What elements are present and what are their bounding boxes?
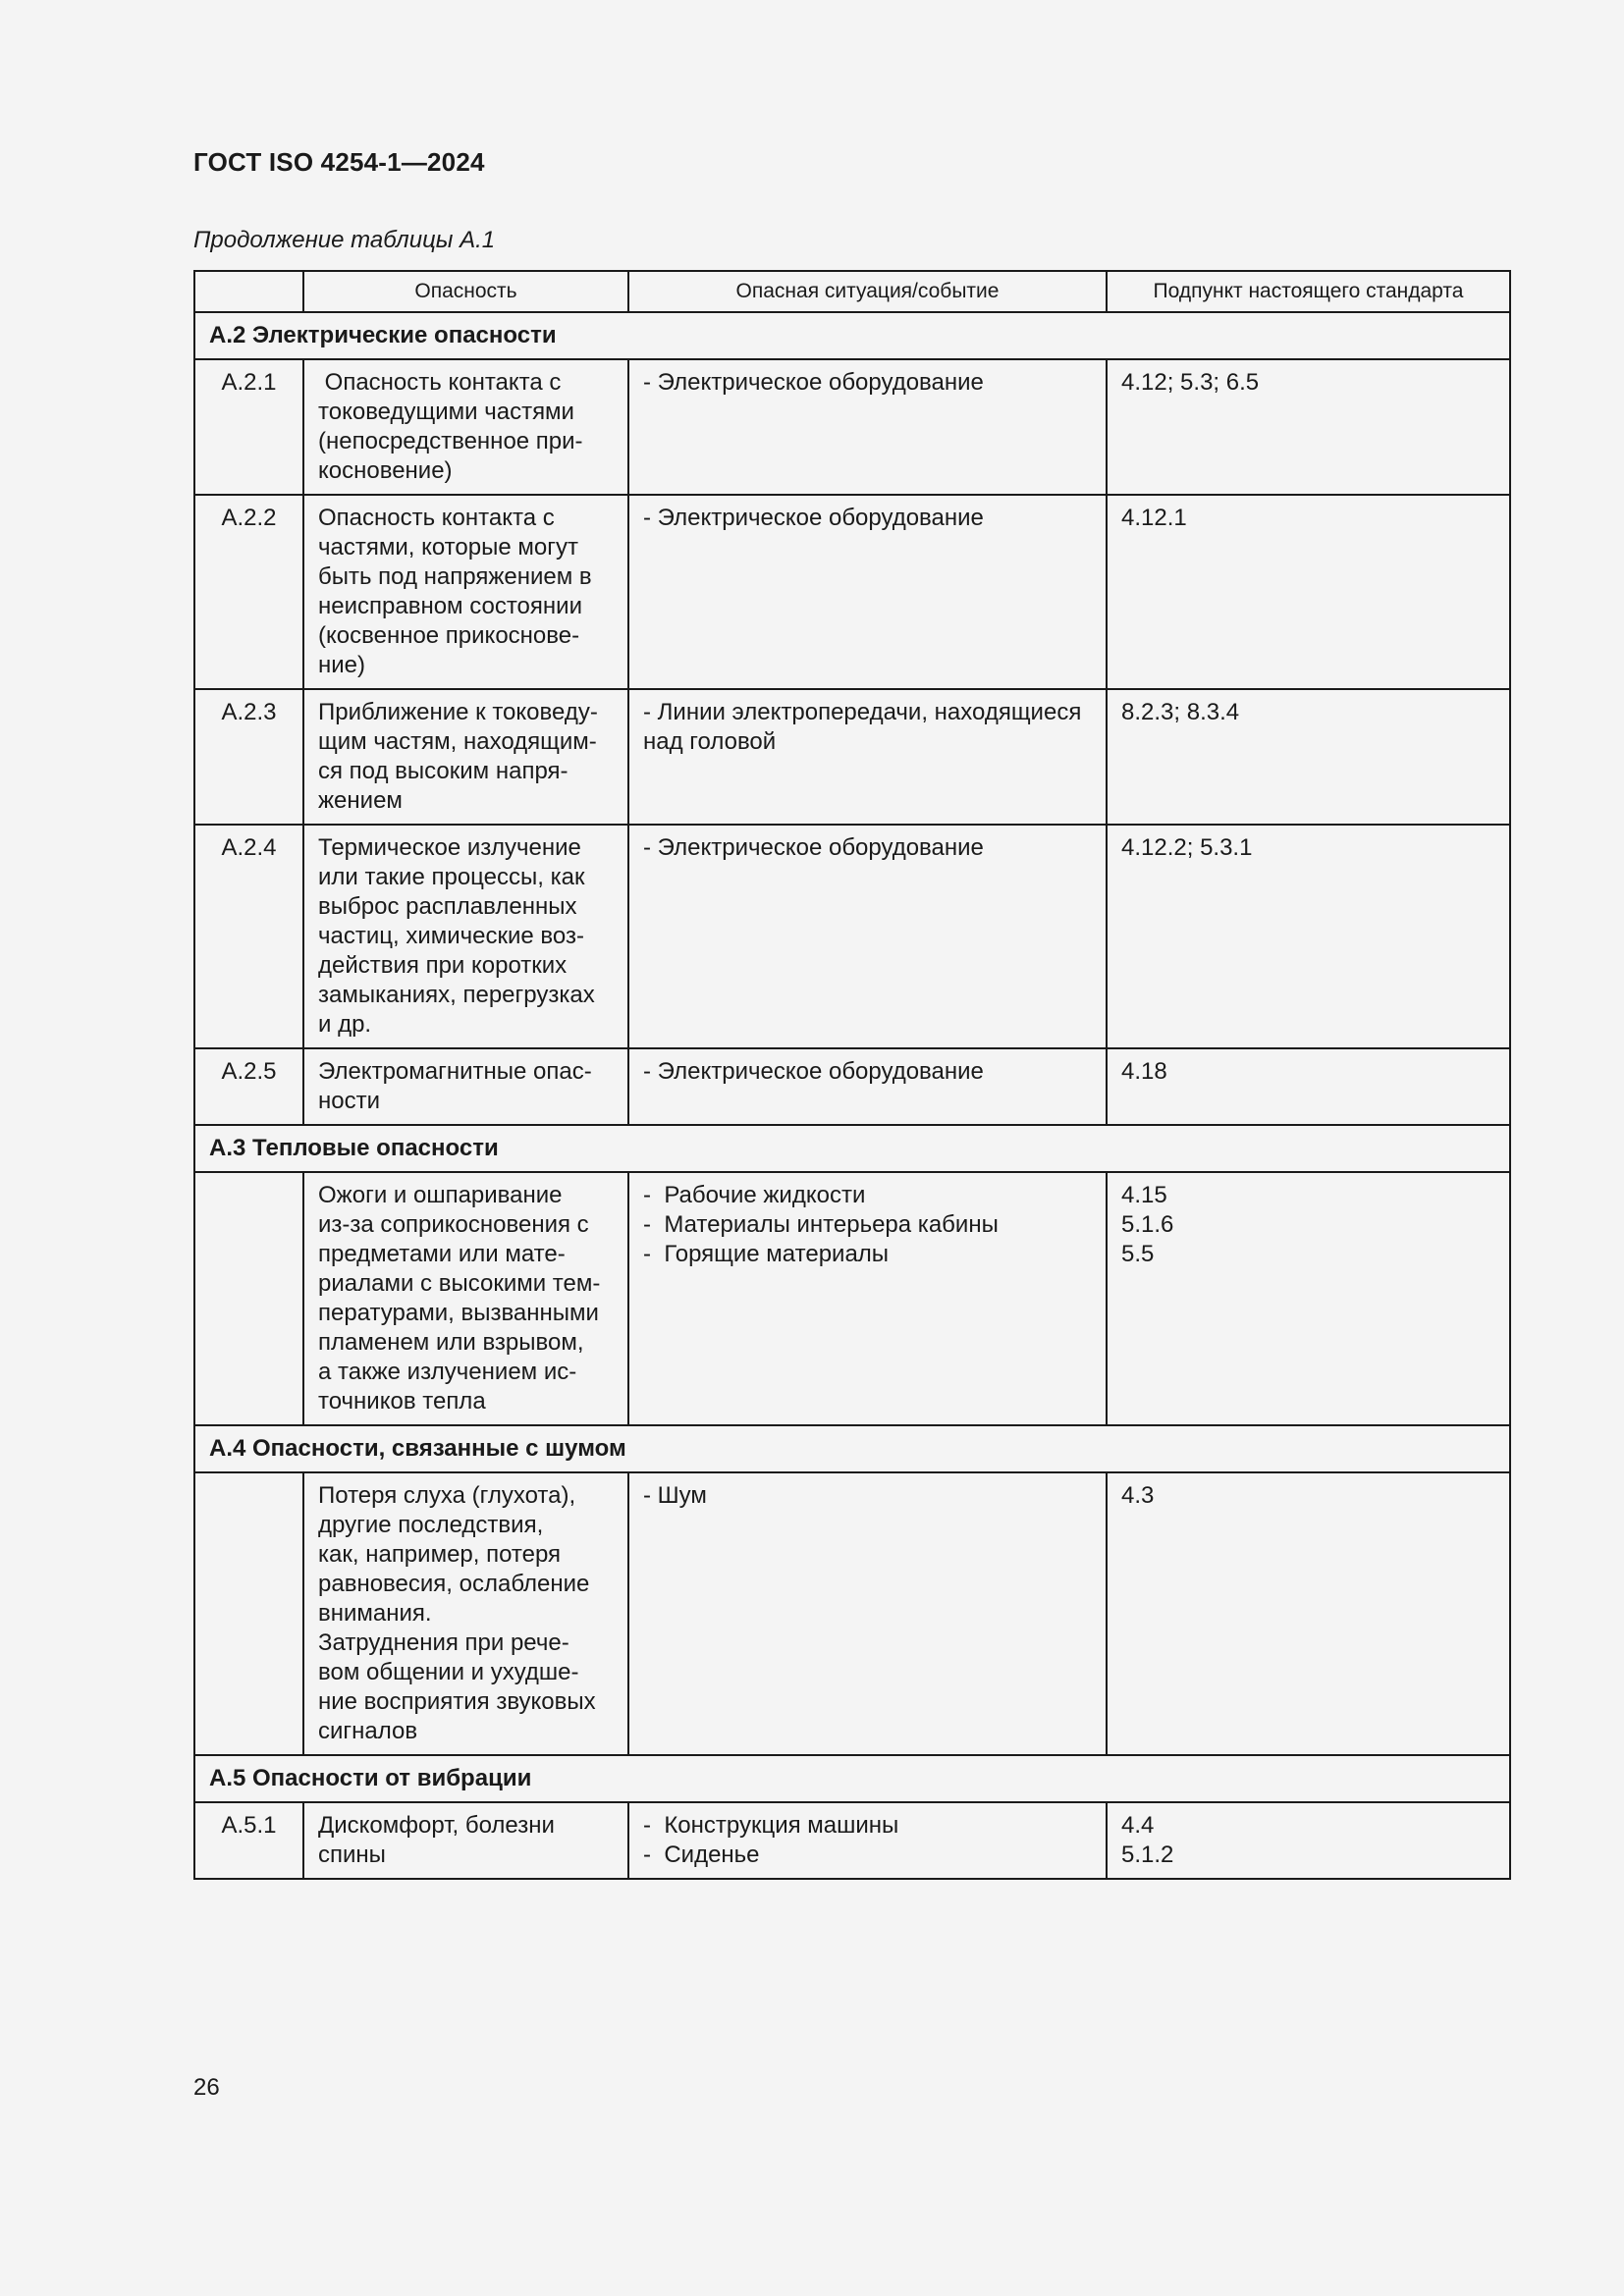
hazard-number: А.2.3 [194,689,303,825]
table-body [194,312,1510,1879]
standard-clause-line: 4.12; 5.3; 6.5 [1121,369,1260,396]
hazard-description-line: спины [318,1842,386,1868]
hazardous-situation-line: - Электрическое оборудование [643,369,984,396]
table-row [194,1472,1510,1755]
hazards-table [193,270,1511,1880]
hazard-description [303,1048,628,1125]
hazard-number: А.2.1 [194,359,303,495]
hazard-description-line: токоведущими частями [318,399,574,425]
standard-clause-line: 4.4 [1121,1812,1155,1839]
hazard-description-line: Электромагнитные опас- [318,1058,592,1085]
hazard-description-line: быть под напряжением в [318,563,592,590]
hazard-description-line: ности [318,1088,380,1114]
hazardous-situation [628,1472,1107,1755]
hazard-description-line: риалами с высокими тем- [318,1270,601,1297]
hazardous-situation-line: - Рабочие жидкости [643,1182,866,1208]
standard-clause-line: 5.5 [1121,1241,1155,1267]
table-row [194,1048,1510,1125]
column-header-situation: Опасная ситуация/событие [628,271,1107,312]
hazard-description-line: Потеря слуха (глухота), [318,1482,576,1509]
hazard-description-line: или такие процессы, как [318,864,585,890]
hazard-description-line: Опасность контакта с [318,369,562,396]
page-number: 26 [193,2074,220,2101]
hazard-description-line: (косвенное прикоснове- [318,622,580,649]
table-row [194,1172,1510,1425]
hazard-description-line: ся под высоким напря- [318,758,568,784]
hazardous-situation-line: - Материалы интерьера кабины [643,1211,999,1238]
standard-clause-line: 5.1.2 [1121,1842,1174,1868]
hazard-description-line: жением [318,787,403,814]
hazard-description-line: пературами, вызванными [318,1300,599,1326]
hazardous-situation-line: - Шум [643,1482,707,1509]
table-row [194,359,1510,495]
hazard-description-line: (непосредственное при- [318,428,583,454]
hazard-description-line: внимания. [318,1600,432,1627]
hazard-number: А.2.4 [194,825,303,1048]
hazard-description-line: сигналов [318,1718,418,1744]
hazard-description-line: Дискомфорт, болезни [318,1812,555,1839]
hazard-description-line: замыканиях, перегрузках [318,982,595,1008]
table-row [194,689,1510,825]
column-header-hazard: Опасность [303,271,628,312]
hazard-description [303,1802,628,1879]
hazard-description [303,359,628,495]
hazard-number: А.2.5 [194,1048,303,1125]
hazardous-situation [628,825,1107,1048]
table-row [194,495,1510,689]
hazardous-situation-line: - Конструкция машины [643,1812,899,1839]
section-title: А.2 Электрические опасности [194,312,1510,359]
standard-clause-line: 8.2.3; 8.3.4 [1121,699,1240,725]
standard-clause [1107,1172,1510,1425]
table-row [194,1802,1510,1879]
hazard-description-line: равновесия, ослабление [318,1571,590,1597]
hazard-number [194,1172,303,1425]
section-title: А.4 Опасности, связанные с шумом [194,1425,1510,1472]
hazard-description [303,825,628,1048]
hazard-description-line: другие последствия, [318,1512,544,1538]
section-title: А.3 Тепловые опасности [194,1125,1510,1172]
standard-clause [1107,1472,1510,1755]
standard-clause [1107,495,1510,689]
hazardous-situation-line: над головой [643,728,777,755]
hazard-description-line: как, например, потеря [318,1541,562,1568]
standard-clause-line: 4.3 [1121,1482,1155,1509]
hazard-description-line: действия при коротких [318,952,568,979]
hazardous-situation-line: - Электрическое оборудование [643,505,984,531]
table-header-row [194,271,1510,312]
standard-clause [1107,1802,1510,1879]
table-caption: Продолжение таблицы А.1 [193,227,496,253]
hazard-description-line: предметами или мате- [318,1241,566,1267]
hazard-description-line: Затруднения при рече- [318,1629,569,1656]
hazard-description-line: щим частям, находящим- [318,728,597,755]
hazardous-situation-line: - Линии электропередачи, находящиеся [643,699,1082,725]
hazard-description-line: ние) [318,652,365,678]
section-row [194,1755,1510,1802]
hazard-description-line: косновение) [318,457,453,484]
hazardous-situation-line: - Сиденье [643,1842,760,1868]
hazard-description-line: вом общении и ухудше- [318,1659,579,1685]
hazard-description-line: частями, которые могут [318,534,578,561]
standard-clause-line: 4.12.2; 5.3.1 [1121,834,1253,861]
hazard-description-line: Ожоги и ошпаривание [318,1182,563,1208]
hazard-description-line: Приближение к токоведу- [318,699,598,725]
standard-clause-line: 4.18 [1121,1058,1167,1085]
hazardous-situation [628,1802,1107,1879]
hazardous-situation [628,495,1107,689]
hazard-description [303,689,628,825]
section-title: А.5 Опасности от вибрации [194,1755,1510,1802]
standard-clause [1107,825,1510,1048]
hazard-description-line: из-за соприкосновения с [318,1211,589,1238]
section-row [194,1425,1510,1472]
section-row [194,312,1510,359]
hazard-description-line: выброс расплавленных [318,893,577,920]
hazardous-situation [628,359,1107,495]
hazard-description-line: пламенем или взрывом, [318,1329,584,1356]
hazardous-situation-line: - Горящие материалы [643,1241,890,1267]
hazard-description-line: и др. [318,1011,372,1038]
standard-clause-line: 4.12.1 [1121,505,1187,531]
hazard-description-line: Термическое излучение [318,834,581,861]
hazardous-situation-line: - Электрическое оборудование [643,1058,984,1085]
hazard-description [303,495,628,689]
column-header-number [194,271,303,312]
hazard-description-line: неисправном состоянии [318,593,582,619]
hazard-number: А.2.2 [194,495,303,689]
standard-clause-line: 4.15 [1121,1182,1167,1208]
hazardous-situation [628,1172,1107,1425]
document-header: ГОСТ ISO 4254-1—2024 [193,147,485,177]
hazard-number: А.5.1 [194,1802,303,1879]
hazard-description [303,1472,628,1755]
hazard-number [194,1472,303,1755]
standard-clause [1107,1048,1510,1125]
standard-clause [1107,359,1510,495]
hazardous-situation [628,689,1107,825]
hazard-description-line: точников тепла [318,1388,486,1415]
hazard-description-line: ние восприятия звуковых [318,1688,596,1715]
section-row [194,1125,1510,1172]
standard-clause [1107,689,1510,825]
hazard-description-line: а также излучением ис- [318,1359,577,1385]
hazardous-situation [628,1048,1107,1125]
hazardous-situation-line: - Электрическое оборудование [643,834,984,861]
hazard-description [303,1172,628,1425]
hazard-description-line: частиц, химические воз- [318,923,584,949]
standard-clause-line: 5.1.6 [1121,1211,1174,1238]
table-row [194,825,1510,1048]
hazard-description-line: Опасность контакта с [318,505,555,531]
column-header-clause: Подпункт настоящего стандарта [1107,271,1510,312]
